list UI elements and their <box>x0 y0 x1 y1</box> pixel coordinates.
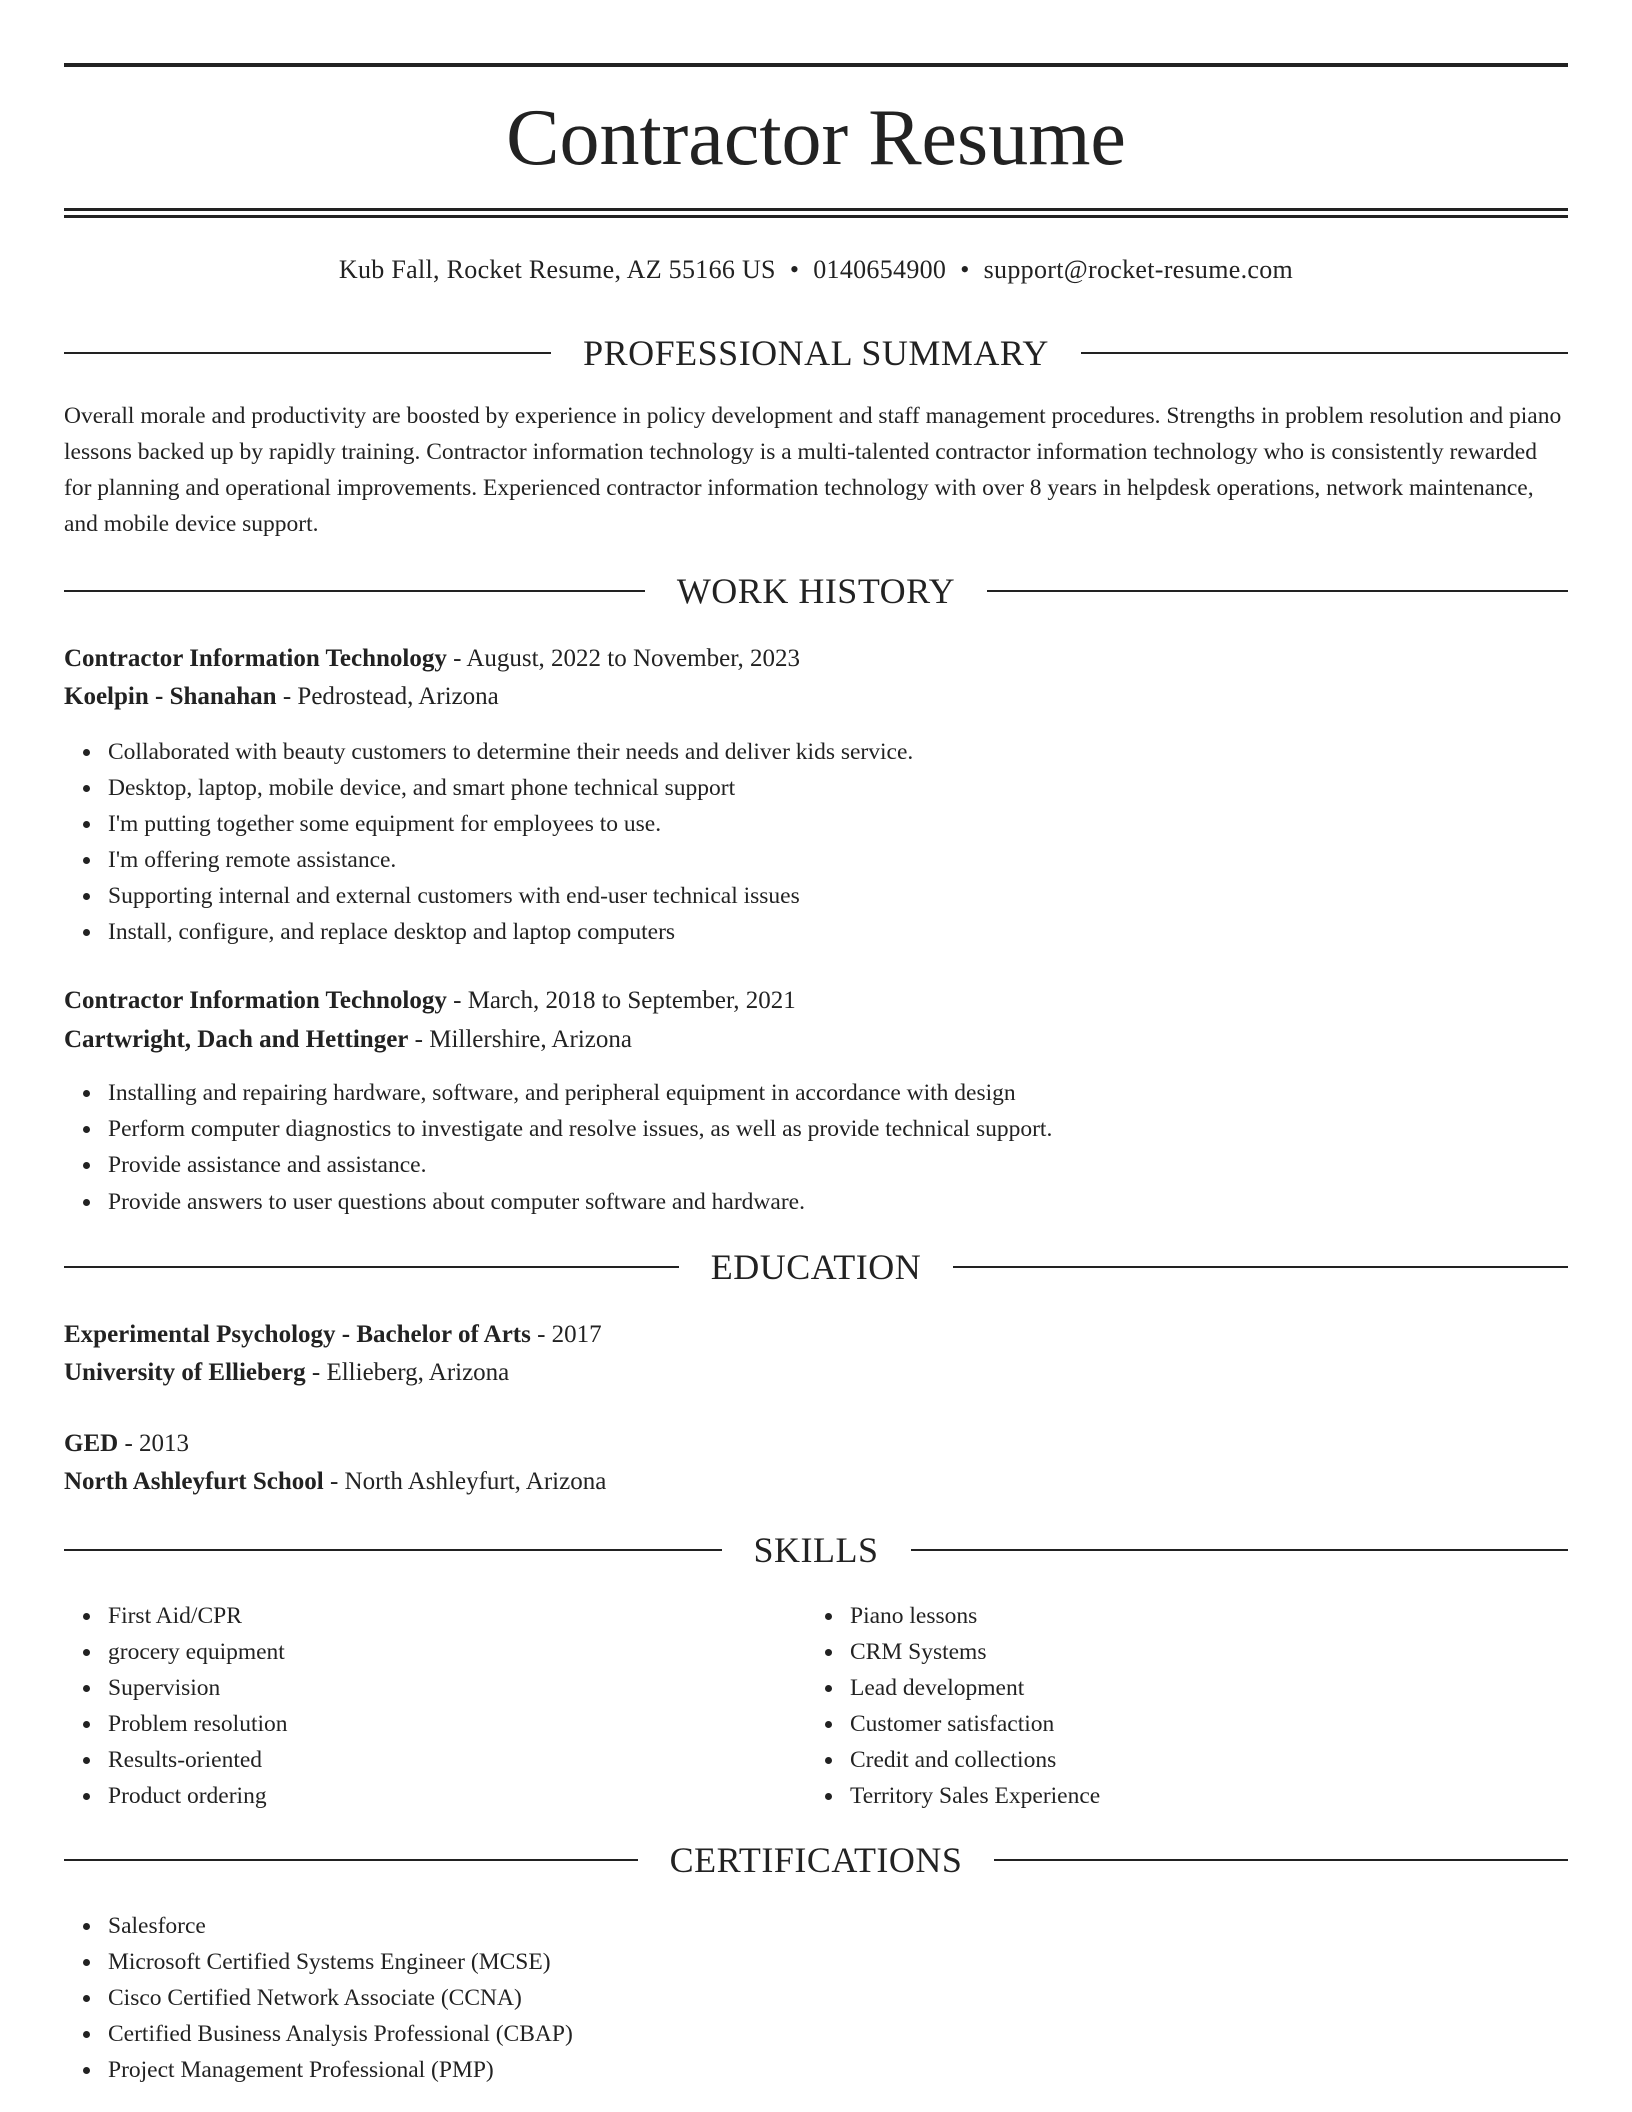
education-location: - North Ashleyfurt, Arizona <box>323 1468 607 1495</box>
section-title: WORK HISTORY <box>676 571 956 611</box>
certification-item: Project Management Professional (PMP) <box>108 2052 573 2088</box>
education-school-line <box>64 1464 606 1500</box>
skill-item: Customer satisfaction <box>850 1706 1100 1742</box>
contact-email: support@rocket-resume.com <box>983 255 1294 284</box>
job-duties-list <box>64 1075 1052 1220</box>
job-dates: - August, 2022 to November, 2023 <box>446 645 801 672</box>
heading-rule-left <box>64 590 645 592</box>
list-item: I'm putting together some equipment for employees to use. <box>108 806 913 842</box>
contact-separator: • <box>960 255 970 284</box>
education-degree: GED <box>64 1430 119 1457</box>
list-item: Perform computer diagnostics to investigate and resolve issues, as well as provide technical support. <box>108 1111 1052 1147</box>
contact-phone: 0140654900 <box>813 255 947 284</box>
list-item: Provide answers to user questions about computer software and hardware. <box>108 1184 1052 1220</box>
education-degree-line <box>64 1317 602 1353</box>
education-degree: Experimental Psychology - Bachelor of Arts <box>64 1321 531 1348</box>
contact-separator: • <box>789 255 800 284</box>
skill-item: Supervision <box>108 1670 288 1706</box>
contact-line <box>64 252 1568 288</box>
skill-item: Lead development <box>850 1670 1100 1706</box>
summary-text: Overall morale and productivity are boosted by experience in policy development and staff management procedures. Strengths in problem resolution and piano lessons backed up by rapidly training. Contractor information technology is a multi-talented contractor information technology who is consistently rewarded for planning and operational improvements. Experienced contractor information technology with over 8 years in helpdesk operations, network maintenance, and mobile device support. <box>64 403 1562 537</box>
heading-rule-left <box>64 1266 679 1268</box>
list-item: Installing and repairing hardware, software, and peripheral equipment in accordance with design <box>108 1075 1052 1111</box>
section-heading-certifications <box>64 1836 1568 1884</box>
job-title: Contractor Information Technology <box>64 645 447 672</box>
heading-rule-left <box>64 352 551 354</box>
job-title-line <box>64 983 796 1019</box>
job-title-line <box>64 641 800 677</box>
job-title: Contractor Information Technology <box>64 987 447 1014</box>
education-year: - 2017 <box>530 1321 602 1348</box>
education-school: University of Ellieberg <box>64 1359 306 1386</box>
education-year: - 2013 <box>118 1430 190 1457</box>
skills-list-right <box>806 1598 1100 1814</box>
skill-item: grocery equipment <box>108 1634 288 1670</box>
certifications-list <box>64 1908 573 2088</box>
skill-item: Results-oriented <box>108 1742 288 1778</box>
list-item: Provide assistance and assistance. <box>108 1147 1052 1183</box>
certification-item: Cisco Certified Network Associate (CCNA) <box>108 1980 573 2016</box>
skill-item: Credit and collections <box>850 1742 1100 1778</box>
title-double-rule-top <box>64 208 1568 211</box>
heading-rule-right <box>911 1549 1569 1551</box>
resume-title: Contractor Resume <box>506 94 1126 182</box>
title-double-rule-bottom <box>64 215 1568 218</box>
job-duties-list <box>64 734 913 950</box>
education-location: - Ellieberg, Arizona <box>305 1359 510 1386</box>
skills-list-left <box>64 1598 288 1814</box>
job-dates: - March, 2018 to September, 2021 <box>446 987 796 1014</box>
heading-rule-right <box>1081 352 1568 354</box>
certification-item: Certified Business Analysis Professional (CBAP) <box>108 2016 573 2052</box>
section-heading-work-history <box>64 567 1568 615</box>
top-rule <box>64 63 1568 67</box>
heading-rule-left <box>64 1549 722 1551</box>
skill-item: Piano lessons <box>850 1598 1100 1634</box>
job-company: Koelpin - Shanahan <box>64 683 277 710</box>
education-degree-line <box>64 1426 189 1462</box>
section-title: CERTIFICATIONS <box>669 1840 963 1880</box>
skill-item: CRM Systems <box>850 1634 1100 1670</box>
heading-rule-right <box>953 1266 1568 1268</box>
section-heading-skills <box>64 1526 1568 1574</box>
contact-address: Kub Fall, Rocket Resume, AZ 55166 US <box>338 255 776 284</box>
skill-item: Problem resolution <box>108 1706 288 1742</box>
list-item: Desktop, laptop, mobile device, and smart phone technical support <box>108 770 913 806</box>
section-title: PROFESSIONAL SUMMARY <box>583 333 1049 373</box>
education-school: North Ashleyfurt School <box>64 1468 324 1495</box>
job-location: - Millershire, Arizona <box>408 1026 632 1053</box>
list-item: I'm offering remote assistance. <box>108 842 913 878</box>
heading-rule-right <box>987 590 1568 592</box>
job-company-line <box>64 679 499 715</box>
job-company: Cartwright, Dach and Hettinger <box>64 1026 409 1053</box>
section-heading-education <box>64 1243 1568 1291</box>
list-item: Install, configure, and replace desktop and laptop computers <box>108 914 913 950</box>
skill-item: Product ordering <box>108 1778 288 1814</box>
skill-item: First Aid/CPR <box>108 1598 288 1634</box>
section-title: EDUCATION <box>710 1247 922 1287</box>
certification-item: Salesforce <box>108 1908 573 1944</box>
heading-rule-left <box>64 1859 638 1861</box>
heading-rule-right <box>994 1859 1568 1861</box>
list-item: Supporting internal and external customers with end-user technical issues <box>108 878 913 914</box>
job-company-line <box>64 1022 632 1058</box>
skill-item: Territory Sales Experience <box>850 1778 1100 1814</box>
section-title: SKILLS <box>753 1530 879 1570</box>
list-item: Collaborated with beauty customers to determine their needs and deliver kids service. <box>108 734 913 770</box>
certification-item: Microsoft Certified Systems Engineer (MCSE) <box>108 1944 573 1980</box>
education-school-line <box>64 1355 509 1391</box>
job-location: - Pedrostead, Arizona <box>276 683 499 710</box>
section-heading-summary <box>64 329 1568 377</box>
